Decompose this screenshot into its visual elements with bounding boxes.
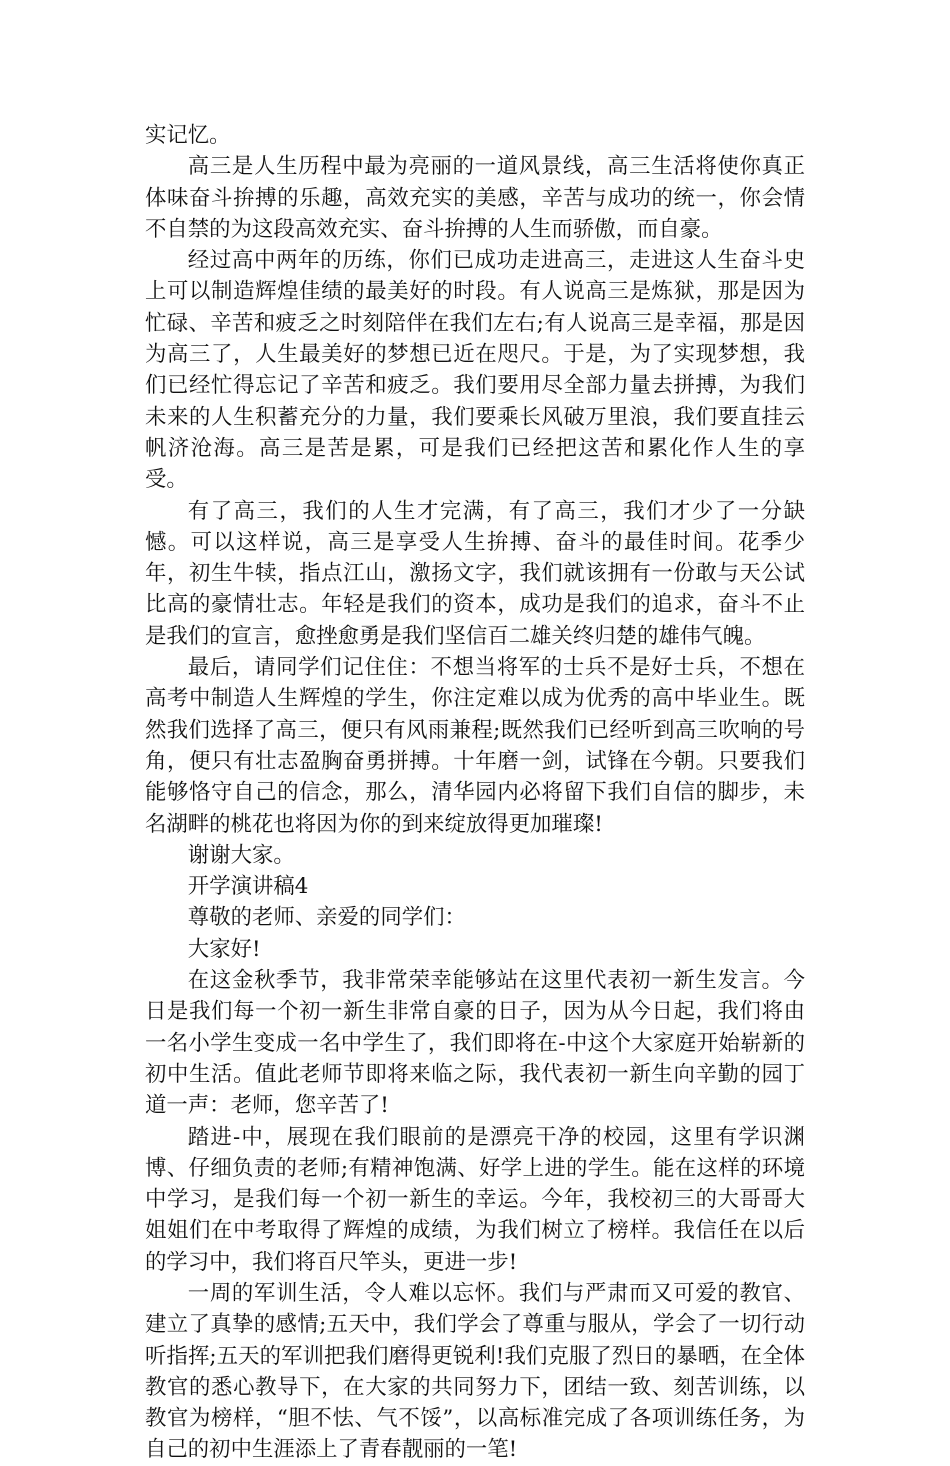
document-page <box>145 120 805 1466</box>
paragraph: 高三是人生历程中最为亮丽的一道风景线，高三生活将使你真正体味奋斗拚搏的乐趣，高效充实的美感，辛苦与成功的统一，你会情不自禁的为这段高效充实、奋斗拚搏的人生而骄傲，而自豪。 <box>145 154 805 242</box>
paragraph: 踏进-中，展现在我们眼前的是漂亮干净的校园，这里有学识渊博、仔细负责的老师;有精神饱满、好学上进的学生。能在这样的环境中学习，是我们每一个初一新生的幸运。今年，我校初三的大哥哥大姐姐们在中考取得了辉煌的成绩，为我们树立了榜样。我信任在以后的学习中，我们将百尺竿头，更进一步! <box>145 1124 805 1275</box>
paragraph: 有了高三，我们的人生才完满，有了高三，我们才少了一分缺憾。可以这样说，高三是享受人生拚搏、奋斗的最佳时间。花季少年，初生牛犊，指点江山，激扬文字，我们就该拥有一份敢与天公试比高的豪情壮志。年轻是我们的资本，成功是我们的追求，奋斗不止是我们的宣言，愈挫愈勇是我们坚信百二雄关终归楚的雄伟气魄。 <box>145 498 805 649</box>
paragraph: 一周的军训生活，令人难以忘怀。我们与严肃而又可爱的教官、建立了真挚的感情;五天中，我们学会了尊重与服从，学会了一切行动听指挥;五天的军训把我们磨得更锐利!我们克服了烈日的暴晒，在全体教官的悉心教导下，在大家的共同努力下，团结一致、刻苦训练，以教官为榜样，“胆不怯、气不馁”，以高标准完成了各项训练任务，为自己的初中生涯添上了青春靓丽的一笔! <box>145 1280 805 1463</box>
salutation: 尊敬的老师、亲爱的同学们： <box>187 905 466 931</box>
paragraph: 最后，请同学们记住住：不想当将军的士兵不是好士兵，不想在高考中制造人生辉煌的学生，你注定难以成为优秀的高中毕业生。既然我们选择了高三，便只有风雨兼程;既然我们已经听到高三吹响的号角，便只有壮志盈胸奋勇拼搏。十年磨一剑，试锋在今朝。只要我们能够恪守自己的信念，那么，清华园内必将留下我们自信的脚步，未名湖畔的桃花也将因为你的到来绽放得更加璀璨! <box>145 655 805 837</box>
paragraph: 在这金秋季节，我非常荣幸能够站在这里代表初一新生发言。今日是我们每一个初一新生非常自豪的日子，因为从今日起，我们将由一名小学生变成一名中学生了，我们即将在-中这个大家庭开始崭新的初中生活。值此老师节即将来临之际，我代表初一新生向辛勤的园丁道一声：老师，您辛苦了! <box>145 968 805 1119</box>
section-heading: 开学演讲稿4 <box>187 874 309 900</box>
paragraph: 经过高中两年的历练，你们已成功走进高三，走进这人生奋斗史上可以制造辉煌佳绩的最美好的时段。有人说高三是炼狱，那是因为忙碌、辛苦和疲乏之时刻陪伴在我们左右;有人说高三是幸福，那是因为高三了，人生最美好的梦想已近在咫尺。于是，为了实现梦想，我们已经忙得忘记了辛苦和疲乏。我们要用尽全部力量去拼搏，为我们未来的人生积蓄充分的力量，我们要乘长风破万里浪，我们要直挂云帆济沧海。高三是苦是累，可是我们已经把这苦和累化作人生的享受。 <box>145 248 805 493</box>
greeting: 大家好! <box>187 936 261 962</box>
closing-thanks: 谢谢大家。 <box>187 842 295 868</box>
paragraph-continuation: 实记忆。 <box>145 123 231 148</box>
